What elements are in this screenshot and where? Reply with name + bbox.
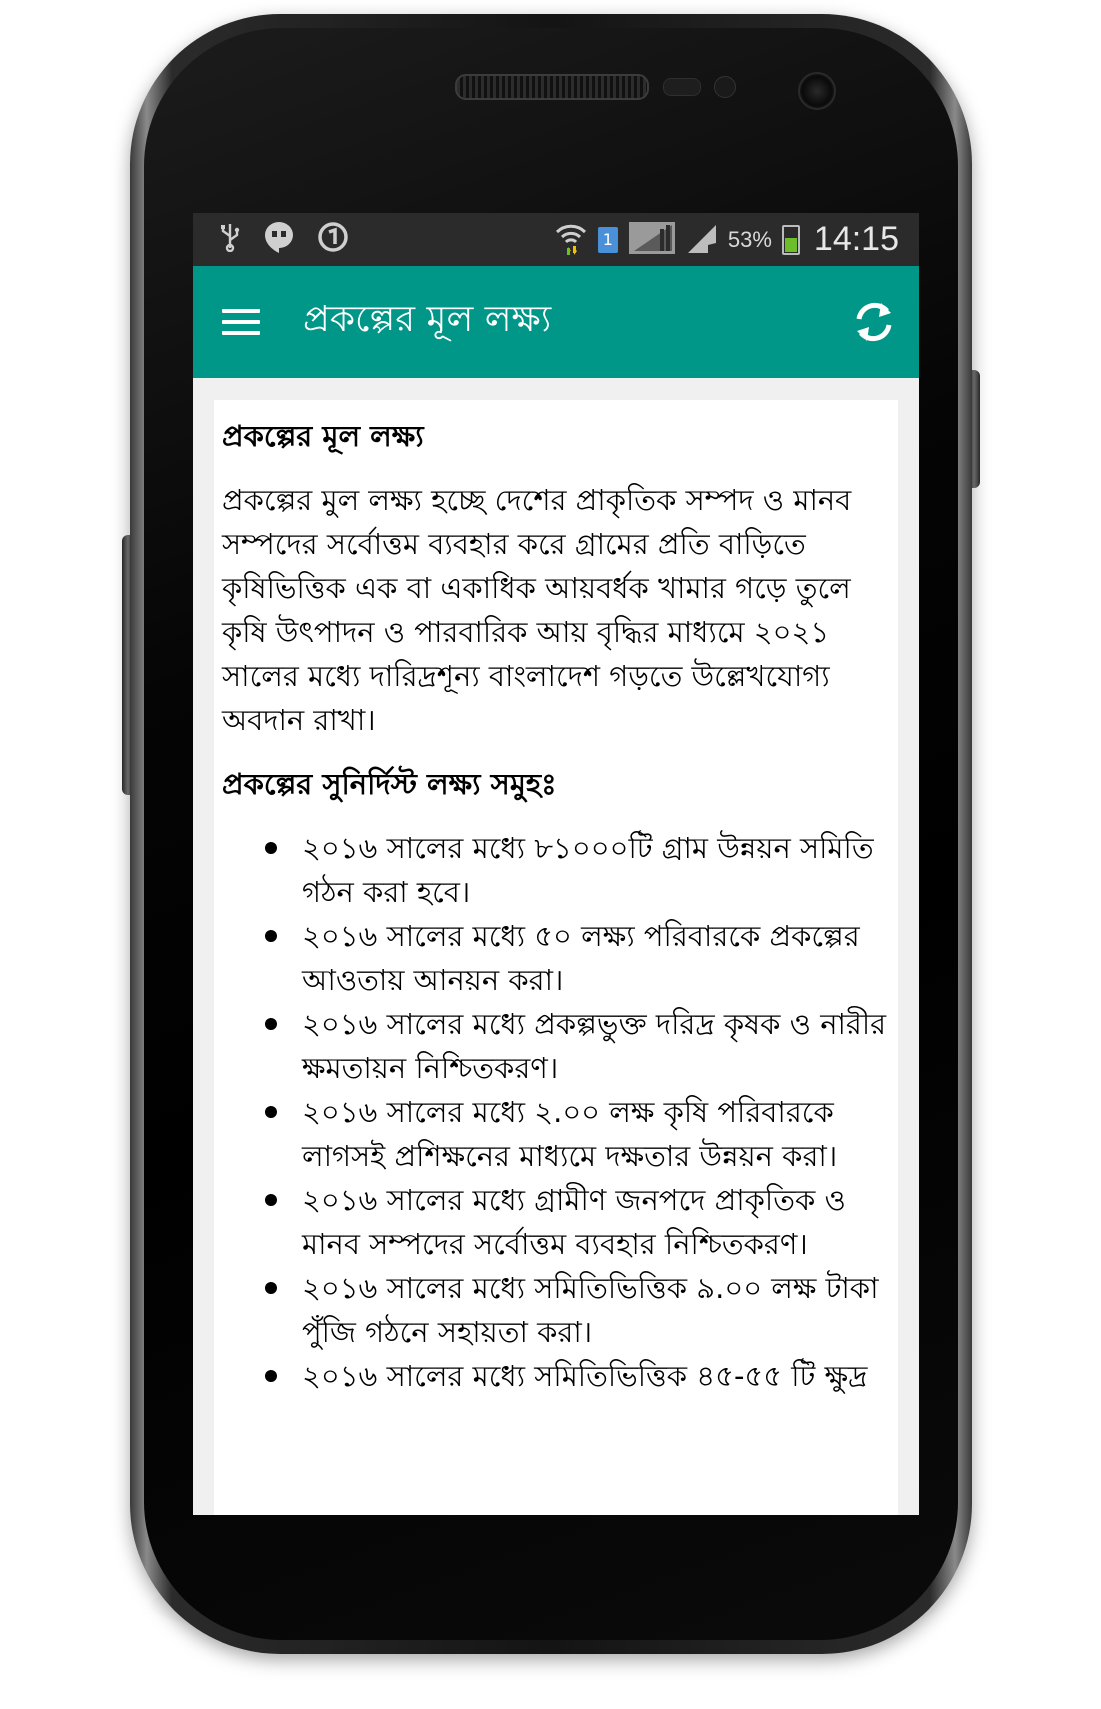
bullet-icon bbox=[265, 1106, 277, 1118]
goal-text: ২০১৬ সালের মধ্যে সমিতিভিত্তিক ৪৫-৫৫ টি ক্ষুদ্র bbox=[302, 1359, 868, 1393]
status-bar bbox=[193, 213, 919, 266]
goals-list bbox=[222, 826, 890, 1398]
goal-text: ২০১৬ সালের মধ্যে ৮১০০০টি গ্রাম উন্নয়ন সমিতি গঠন করা হবে। bbox=[302, 831, 874, 909]
bullet-icon bbox=[265, 1370, 277, 1382]
app-toolbar bbox=[193, 266, 919, 378]
signal-icon-sim1 bbox=[628, 221, 676, 259]
front-camera bbox=[798, 72, 836, 110]
hamburger-icon bbox=[222, 309, 260, 335]
goal-item bbox=[302, 826, 890, 914]
refresh-button[interactable] bbox=[829, 266, 919, 378]
battery-icon bbox=[782, 225, 800, 255]
goal-item bbox=[302, 1178, 890, 1266]
bullet-icon bbox=[265, 1018, 277, 1030]
goal-item bbox=[302, 1002, 890, 1090]
main-goal-heading: প্রকল্পের মূল লক্ষ্য bbox=[222, 419, 424, 453]
specific-goals-heading: প্রকল্পের সুনির্দিস্ট লক্ষ্য সমুহঃ bbox=[222, 767, 557, 801]
usb-icon bbox=[219, 222, 241, 257]
earpiece-speaker bbox=[455, 74, 649, 100]
goal-text: ২০১৬ সালের মধ্যে সমিতিভিত্তিক ৯.০০ লক্ষ টাকা পুঁজি গঠনে সহায়তা করা। bbox=[302, 1271, 879, 1349]
bullet-icon bbox=[265, 1282, 277, 1294]
proximity-sensor bbox=[663, 78, 701, 96]
goal-item bbox=[302, 1354, 890, 1398]
content-card bbox=[214, 400, 898, 1515]
hangouts-icon bbox=[263, 220, 295, 259]
bullet-icon bbox=[265, 930, 277, 942]
goal-text: ২০১৬ সালের মধ্যে প্রকল্পভুক্ত দরিদ্র কৃষক ও নারীর ক্ষমতায়ন নিশ্চিতকরণ। bbox=[302, 1007, 887, 1085]
main-goal-paragraph: প্রকল্পের মুল লক্ষ্য হচ্ছে দেশের প্রাকৃতিক সম্পদ ও মানব সম্পদের সর্বোত্তম ব্যবহার করে গ্রামের প্রতি বাড়িতে কৃষিভিত্তিক এক বা একাধিক আয়বর্ধক খামার গড়ে তুলে কৃষি উৎপাদন ও পারবারিক আয় বৃদ্ধির মাধ্যমে ২০২১ সালের মধ্যে দারিদ্রশূন্য বাংলাদেশ গড়তে উল্লেখযোগ্য অবদান রাখা। bbox=[222, 483, 852, 737]
signal-icon-sim2 bbox=[686, 221, 718, 259]
toolbar-title: প্রকল্পের মূল লক্ষ্য bbox=[303, 299, 552, 340]
refresh-icon bbox=[851, 299, 897, 345]
menu-button[interactable] bbox=[193, 266, 289, 378]
sync-icon bbox=[317, 221, 349, 258]
goal-text: ২০১৬ সালের মধ্যে গ্রামীণ জনপদে প্রাকৃতিক ও মানব সম্পদের সর্বোত্তম ব্যবহার নিশ্চিতকরণ। bbox=[302, 1183, 846, 1261]
goal-text: ২০১৬ সালের মধ্যে ২.০০ লক্ষ কৃষি পরিবারকে লাগসই প্রশিক্ষনের মাধ্যমে দক্ষতার উন্নয়ন করা। bbox=[302, 1095, 838, 1173]
goal-item bbox=[302, 1266, 890, 1354]
clock: 14:15 bbox=[813, 220, 899, 258]
battery-percent: 53% bbox=[727, 226, 772, 252]
sim-badge: 1 bbox=[598, 227, 618, 253]
light-sensor bbox=[714, 76, 736, 98]
app-screen bbox=[193, 213, 919, 1515]
goal-item bbox=[302, 1090, 890, 1178]
wifi-icon bbox=[554, 221, 588, 259]
bullet-icon bbox=[265, 1194, 277, 1206]
goal-text: ২০১৬ সালের মধ্যে ৫০ লক্ষ্য পরিবারকে প্রকল্পের আওতায় আনয়ন করা। bbox=[302, 919, 860, 997]
bullet-icon bbox=[265, 842, 277, 854]
goal-item bbox=[302, 914, 890, 1002]
